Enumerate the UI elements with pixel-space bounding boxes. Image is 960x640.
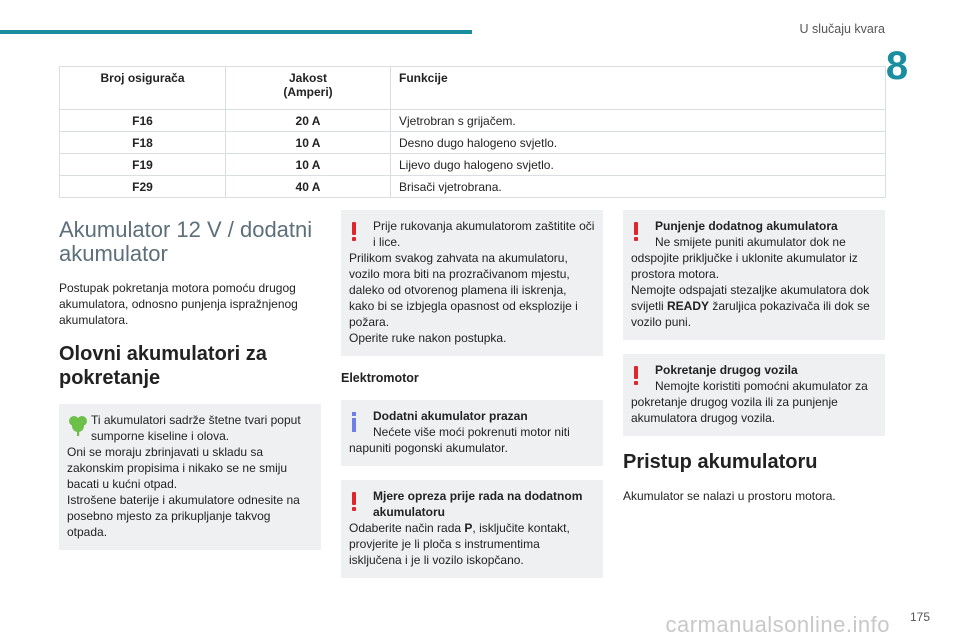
fuse-function: Desno dugo halogeno svjetlo. <box>391 132 886 154</box>
warning-icon <box>351 222 357 242</box>
fuse-amps: 10 A <box>226 132 391 154</box>
header-fuse-number: Broj osigurača <box>60 67 226 110</box>
fuse-amps: 20 A <box>226 110 391 132</box>
warning-text-3: Operite ruke nakon postupka. <box>349 331 507 345</box>
fuse-table-header <box>60 67 886 110</box>
warning-text-2: Prilikom svakog zahvata na akumulatoru, vozilo mora biti na prozračivanom mjestu, daleko od otvorenog plamena ili iskrenja, kako bi se izbjegla opasnost od eksplozije i požara. <box>349 251 578 329</box>
header-amperage <box>226 67 391 110</box>
warning-icon <box>633 222 639 242</box>
header-accent-bar <box>0 30 472 34</box>
warning-text-1: Prije rukovanja akumulatorom zaštitite oči i lice. <box>373 219 595 249</box>
section-text: Akumulator se nalazi u prostoru motora. <box>623 489 836 503</box>
subsection-title: Pristup akumulatoru <box>623 451 818 473</box>
warning-title: Punjenje dodatnog akumulatora <box>655 219 838 233</box>
eco-notice-box <box>59 404 321 550</box>
warning-box-precautions <box>341 480 603 578</box>
info-box-aux-battery <box>341 400 603 466</box>
info-text: Nećete više moći pokrenuti motor niti napuniti pogonski akumulator. <box>349 425 570 455</box>
column-right <box>623 210 885 504</box>
warning-box-eye-protection <box>341 210 603 356</box>
fuse-number: F19 <box>60 154 226 176</box>
table-row <box>60 154 886 176</box>
fuse-function: Brisači vjetrobrana. <box>391 176 886 198</box>
section-intro: Postupak pokretanja motora pomoću drugog akumulatora, odnosno punjenja ispražnjenog akumulatora. <box>59 281 298 327</box>
section-title: Akumulator 12 V / dodatni akumulator <box>59 217 313 266</box>
info-icon <box>351 412 357 432</box>
warning-text: Odaberite način rada P, isključite kontakt, provjerite je li ploča s instrumentima isključena i je li vozilo iskopčano. <box>349 521 570 567</box>
warning-box-charging <box>623 210 885 340</box>
fuse-number: F16 <box>60 110 226 132</box>
table-row <box>60 110 886 132</box>
fuse-amps: 40 A <box>226 176 391 198</box>
fuse-number: F18 <box>60 132 226 154</box>
fuse-number: F29 <box>60 176 226 198</box>
warning-icon <box>633 366 639 386</box>
fuse-function: Lijevo dugo halogeno svjetlo. <box>391 154 886 176</box>
header-functions: Funkcije <box>391 67 886 110</box>
table-row <box>60 176 886 198</box>
fuse-table <box>59 66 886 198</box>
eco-text-1: Ti akumulatori sadrže štetne tvari poput sumporne kiseline i olova. <box>91 413 301 443</box>
subheading-electromotor: Elektromotor <box>341 371 419 385</box>
chapter-number: 8 <box>872 44 922 88</box>
header-title: U slučaju kvara <box>799 22 885 36</box>
watermark: carmanualsonline.info <box>665 612 890 637</box>
warning-icon <box>351 492 357 512</box>
warning-title: Pokretanje drugog vozila <box>655 363 798 377</box>
eco-text-3: Istrošene baterije i akumulatore odnesite na posebno mjesto za prikupljanje takvog otpada. <box>67 493 300 539</box>
fuse-function: Vjetrobran s grijačem. <box>391 110 886 132</box>
eco-leaf-icon <box>67 414 89 436</box>
eco-text-2: Oni se moraju zbrinjavati u skladu sa zakonskim propisima i nikako se ne smiju bacati u kućni otpad. <box>67 445 288 491</box>
fuse-amps: 10 A <box>226 154 391 176</box>
warning-text-1: Ne smijete puniti akumulator dok ne odspojite priključke i uklonite akumulator iz prostora motora. <box>631 235 858 281</box>
column-middle <box>341 210 603 592</box>
info-title: Dodatni akumulator prazan <box>373 409 528 423</box>
table-row <box>60 132 886 154</box>
header-amperage-line2: (Amperi) <box>283 85 333 99</box>
warning-title: Mjere opreza prije rada na dodatnom akumulatoru <box>373 489 583 519</box>
column-left <box>59 210 321 564</box>
page-number: 175 <box>909 610 930 624</box>
header-amperage-line1: Jakost <box>288 71 328 85</box>
subsection-title: Olovni akumulatori za pokretanje <box>59 343 267 389</box>
warning-text: Nemojte koristiti pomoćni akumulator za pokretanje drugog vozila ili za punjenje akumulatora drugog vozila. <box>631 379 868 425</box>
warning-box-other-vehicle <box>623 354 885 436</box>
warning-text-2: Nemojte odspajati stezaljke akumulatora dok svijetli READY žaruljica pokazivača ili dok se vozilo puni. <box>631 283 870 329</box>
